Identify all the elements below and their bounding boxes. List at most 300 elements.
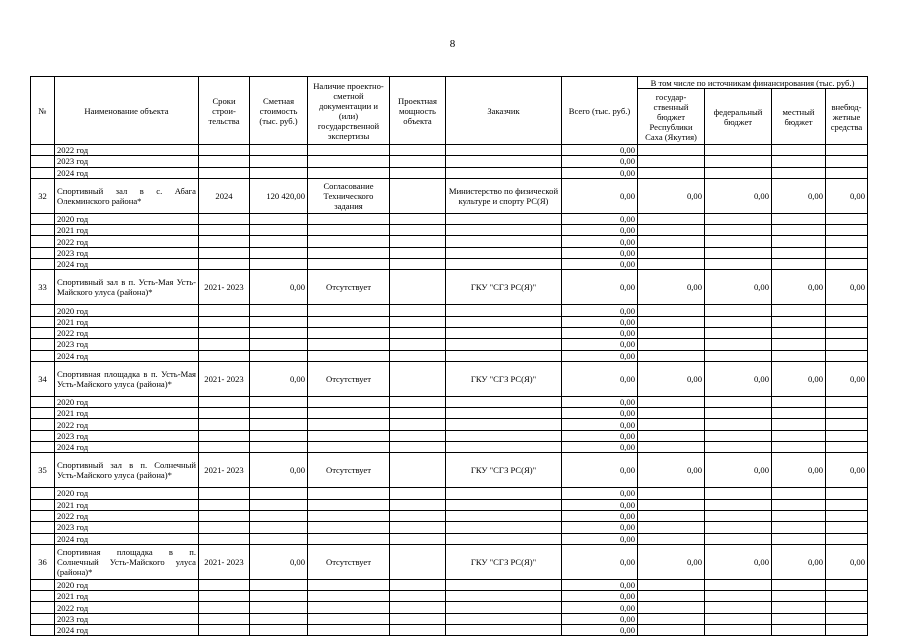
year-row [31,419,868,430]
empty-cell [638,396,705,407]
empty-cell [390,167,446,178]
empty-cell [446,488,562,499]
empty-cell [390,602,446,613]
year-row [31,408,868,419]
empty-cell [390,225,446,236]
empty-cell [199,419,250,430]
empty-cell [446,522,562,533]
empty-cell [250,236,308,247]
empty-cell [826,156,868,167]
empty-cell [308,327,390,338]
empty-cell [705,408,772,419]
empty-cell [199,213,250,224]
year-label: 2024 год [55,442,199,453]
year-total: 0,00 [562,613,638,624]
state-budget-amount: 0,00 [638,544,705,579]
empty-cell [446,613,562,624]
total-amount: 0,00 [562,453,638,488]
empty-cell [772,396,826,407]
empty-cell [250,579,308,590]
total-amount: 0,00 [562,270,638,305]
empty-cell [772,613,826,624]
year-total: 0,00 [562,145,638,156]
empty-cell [826,339,868,350]
year-label: 2021 год [55,499,199,510]
empty-cell [638,510,705,521]
object-number: 35 [31,453,55,488]
year-total: 0,00 [562,259,638,270]
empty-cell [199,442,250,453]
year-label: 2021 год [55,225,199,236]
empty-cell [308,579,390,590]
federal-budget-amount: 0,00 [705,270,772,305]
empty-cell [308,602,390,613]
empty-cell [638,591,705,602]
extrabudgetary-amount: 0,00 [826,544,868,579]
construction-term: 2021- 2023 [199,453,250,488]
empty-cell [705,259,772,270]
header-construction-term: Сроки строи- тельства [199,77,250,145]
year-total: 0,00 [562,396,638,407]
year-row [31,247,868,258]
empty-cell [390,533,446,544]
empty-cell [772,327,826,338]
year-total: 0,00 [562,579,638,590]
empty-cell [308,259,390,270]
empty-cell [638,579,705,590]
header-customer: Заказчик [446,77,562,145]
empty-cell [446,236,562,247]
year-label: 2021 год [55,408,199,419]
empty-cell [638,613,705,624]
year-total: 0,00 [562,430,638,441]
investment-table [30,76,868,636]
extrabudgetary-amount: 0,00 [826,361,868,396]
header-estimated-cost: Сметная стоимость (тыс. руб.) [250,77,308,145]
year-total: 0,00 [562,156,638,167]
empty-cell [826,225,868,236]
empty-cell [826,625,868,636]
empty-cell [199,430,250,441]
year-total: 0,00 [562,408,638,419]
year-row [31,602,868,613]
empty-cell [390,396,446,407]
year-label: 2021 год [55,316,199,327]
local-budget-amount: 0,00 [772,453,826,488]
empty-cell [826,408,868,419]
empty-cell [638,213,705,224]
empty-cell [199,522,250,533]
empty-cell [308,305,390,316]
row-number-cell [31,430,55,441]
empty-cell [250,533,308,544]
year-label: 2022 год [55,236,199,247]
construction-term: 2021- 2023 [199,544,250,579]
empty-cell [250,510,308,521]
empty-cell [250,419,308,430]
estimated-cost: 0,00 [250,361,308,396]
empty-cell [638,339,705,350]
year-total: 0,00 [562,327,638,338]
local-budget-amount: 0,00 [772,270,826,305]
year-row [31,327,868,338]
design-capacity [390,178,446,213]
year-row [31,522,868,533]
empty-cell [308,156,390,167]
total-amount: 0,00 [562,361,638,396]
empty-cell [772,533,826,544]
empty-cell [772,259,826,270]
empty-cell [250,327,308,338]
empty-cell [308,396,390,407]
empty-cell [390,510,446,521]
row-number-cell [31,499,55,510]
year-row [31,579,868,590]
empty-cell [772,225,826,236]
empty-cell [308,236,390,247]
year-label: 2020 год [55,213,199,224]
empty-cell [250,247,308,258]
year-total: 0,00 [562,625,638,636]
year-total: 0,00 [562,339,638,350]
empty-cell [250,591,308,602]
year-row [31,339,868,350]
empty-cell [705,430,772,441]
empty-cell [308,408,390,419]
empty-cell [390,236,446,247]
empty-cell [199,579,250,590]
empty-cell [250,408,308,419]
empty-cell [199,339,250,350]
empty-cell [199,613,250,624]
year-row [31,488,868,499]
empty-cell [199,602,250,613]
customer: ГКУ "СГЗ РС(Я)" [446,361,562,396]
row-number-cell [31,533,55,544]
row-number-cell [31,247,55,258]
year-row [31,625,868,636]
estimated-cost: 0,00 [250,544,308,579]
empty-cell [250,613,308,624]
empty-cell [199,167,250,178]
page-number: 8 [449,38,456,50]
federal-budget-amount: 0,00 [705,453,772,488]
empty-cell [705,613,772,624]
customer: ГКУ "СГЗ РС(Я)" [446,544,562,579]
empty-cell [638,419,705,430]
empty-cell [308,350,390,361]
empty-cell [772,442,826,453]
empty-cell [638,442,705,453]
empty-cell [390,350,446,361]
empty-cell [250,225,308,236]
row-number-cell [31,419,55,430]
empty-cell [199,510,250,521]
header-design-capacity: Проектная мощность объекта [390,77,446,145]
object-row [31,453,868,488]
header-funding-sources: В том числе по источникам финансирования (тыс. руб.) [638,77,868,89]
customer: ГКУ "СГЗ РС(Я)" [446,453,562,488]
object-number: 36 [31,544,55,579]
empty-cell [308,488,390,499]
empty-cell [446,579,562,590]
empty-cell [308,591,390,602]
empty-cell [705,213,772,224]
empty-cell [446,510,562,521]
empty-cell [199,236,250,247]
empty-cell [250,499,308,510]
empty-cell [199,305,250,316]
design-capacity [390,544,446,579]
year-label: 2020 год [55,579,199,590]
year-row [31,259,868,270]
empty-cell [308,316,390,327]
empty-cell [705,156,772,167]
empty-cell [446,350,562,361]
empty-cell [250,213,308,224]
empty-cell [826,396,868,407]
empty-cell [772,499,826,510]
empty-cell [446,167,562,178]
year-row [31,145,868,156]
empty-cell [390,408,446,419]
empty-cell [826,613,868,624]
empty-cell [826,430,868,441]
header-local-budget: местный бюджет [772,89,826,145]
empty-cell [826,247,868,258]
empty-cell [638,533,705,544]
year-total: 0,00 [562,247,638,258]
year-row [31,499,868,510]
empty-cell [826,522,868,533]
empty-cell [705,488,772,499]
documentation-status: Отсутствует [308,361,390,396]
year-total: 0,00 [562,510,638,521]
state-budget-amount: 0,00 [638,453,705,488]
row-number-cell [31,408,55,419]
construction-term: 2021- 2023 [199,270,250,305]
year-total: 0,00 [562,350,638,361]
row-number-cell [31,602,55,613]
empty-cell [308,145,390,156]
empty-cell [705,396,772,407]
row-number-cell [31,350,55,361]
empty-cell [705,442,772,453]
empty-cell [826,316,868,327]
empty-cell [772,419,826,430]
empty-cell [199,591,250,602]
year-label: 2023 год [55,522,199,533]
empty-cell [199,156,250,167]
empty-cell [199,396,250,407]
row-number-cell [31,591,55,602]
empty-cell [705,602,772,613]
empty-cell [250,488,308,499]
empty-cell [705,533,772,544]
year-total: 0,00 [562,499,638,510]
year-row [31,305,868,316]
empty-cell [199,350,250,361]
empty-cell [250,396,308,407]
extrabudgetary-amount: 0,00 [826,270,868,305]
empty-cell [826,533,868,544]
empty-cell [705,145,772,156]
empty-cell [308,167,390,178]
empty-cell [705,579,772,590]
empty-cell [308,613,390,624]
empty-cell [638,350,705,361]
empty-cell [199,488,250,499]
year-label: 2022 год [55,510,199,521]
row-number-cell [31,225,55,236]
empty-cell [446,419,562,430]
year-label: 2024 год [55,533,199,544]
empty-cell [638,327,705,338]
federal-budget-amount: 0,00 [705,361,772,396]
empty-cell [638,316,705,327]
documentation-status: Отсутствует [308,544,390,579]
year-row [31,430,868,441]
empty-cell [772,430,826,441]
row-number-cell [31,510,55,521]
empty-cell [390,591,446,602]
object-name: Спортивная площадка в п. Солнечный Усть-Майского улуса (района)* [55,544,199,579]
year-total: 0,00 [562,213,638,224]
empty-cell [446,408,562,419]
year-total: 0,00 [562,602,638,613]
row-number-cell [31,145,55,156]
row-number-cell [31,156,55,167]
empty-cell [638,247,705,258]
empty-cell [826,167,868,178]
empty-cell [308,533,390,544]
empty-cell [390,145,446,156]
empty-cell [705,625,772,636]
empty-cell [826,145,868,156]
year-total: 0,00 [562,522,638,533]
empty-cell [826,350,868,361]
year-label: 2023 год [55,430,199,441]
empty-cell [826,579,868,590]
empty-cell [250,430,308,441]
empty-cell [772,350,826,361]
total-amount: 0,00 [562,544,638,579]
empty-cell [638,236,705,247]
year-label: 2024 год [55,350,199,361]
empty-cell [446,625,562,636]
empty-cell [199,316,250,327]
empty-cell [638,430,705,441]
object-row [31,544,868,579]
empty-cell [250,625,308,636]
empty-cell [772,167,826,178]
year-label: 2022 год [55,145,199,156]
year-total: 0,00 [562,225,638,236]
row-number-cell [31,339,55,350]
empty-cell [308,522,390,533]
empty-cell [308,225,390,236]
empty-cell [446,259,562,270]
empty-cell [638,522,705,533]
empty-cell [446,396,562,407]
year-row [31,350,868,361]
row-number-cell [31,522,55,533]
empty-cell [446,327,562,338]
empty-cell [705,522,772,533]
year-label: 2022 год [55,602,199,613]
empty-cell [772,339,826,350]
empty-cell [250,259,308,270]
object-number: 34 [31,361,55,396]
empty-cell [250,602,308,613]
empty-cell [390,430,446,441]
object-name: Спортивный зал в п. Усть-Мая Усть-Майского улуса (района)* [55,270,199,305]
header-state-budget: государ- ственный бюджет Республики Саха (Якутия) [638,89,705,145]
empty-cell [772,591,826,602]
federal-budget-amount: 0,00 [705,178,772,213]
empty-cell [826,591,868,602]
header-extrabudgetary: внебюд- жетные средства [826,89,868,145]
year-label: 2023 год [55,613,199,624]
empty-cell [199,533,250,544]
row-number-cell [31,305,55,316]
estimated-cost: 120 420,00 [250,178,308,213]
row-number-cell [31,327,55,338]
empty-cell [308,442,390,453]
empty-cell [390,316,446,327]
empty-cell [250,167,308,178]
empty-cell [772,145,826,156]
empty-cell [308,430,390,441]
empty-cell [250,350,308,361]
estimated-cost: 0,00 [250,453,308,488]
empty-cell [638,156,705,167]
year-total: 0,00 [562,488,638,499]
empty-cell [826,305,868,316]
row-number-cell [31,236,55,247]
year-row [31,167,868,178]
year-label: 2023 год [55,247,199,258]
empty-cell [390,419,446,430]
empty-cell [826,236,868,247]
row-number-cell [31,259,55,270]
year-total: 0,00 [562,305,638,316]
empty-cell [390,579,446,590]
empty-cell [250,339,308,350]
year-total: 0,00 [562,316,638,327]
row-number-cell [31,579,55,590]
empty-cell [308,339,390,350]
empty-cell [638,499,705,510]
year-label: 2023 год [55,156,199,167]
empty-cell [446,591,562,602]
year-row [31,225,868,236]
row-number-cell [31,488,55,499]
empty-cell [772,510,826,521]
year-row [31,591,868,602]
table-header [31,77,868,145]
empty-cell [308,213,390,224]
year-total: 0,00 [562,533,638,544]
year-row [31,156,868,167]
empty-cell [446,533,562,544]
row-number-cell [31,613,55,624]
empty-cell [826,510,868,521]
empty-cell [446,430,562,441]
state-budget-amount: 0,00 [638,361,705,396]
empty-cell [826,419,868,430]
empty-cell [199,327,250,338]
